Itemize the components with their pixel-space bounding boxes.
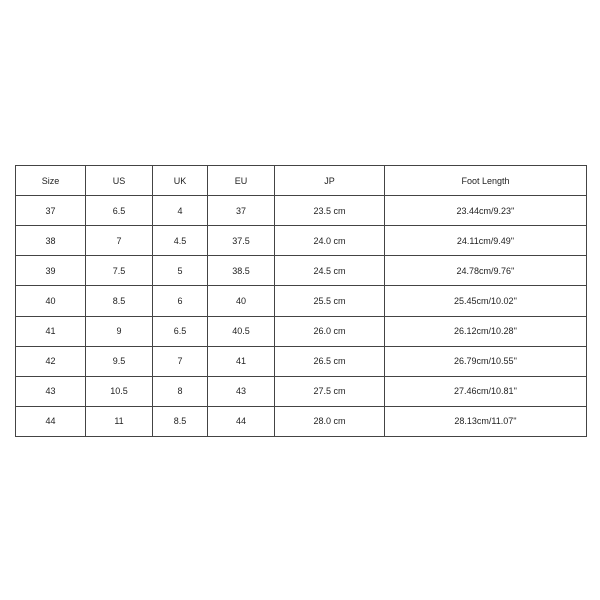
cell-jp: 26.5 cm [275, 346, 385, 376]
cell-size: 40 [16, 286, 86, 316]
cell-eu: 38.5 [208, 256, 275, 286]
table-row [16, 346, 587, 376]
cell-us: 6.5 [86, 196, 153, 226]
cell-foot-length: 28.13cm/11.07'' [385, 406, 587, 436]
cell-foot-length: 23.44cm/9.23'' [385, 196, 587, 226]
cell-us: 8.5 [86, 286, 153, 316]
table-row [16, 226, 587, 256]
cell-uk: 4.5 [153, 226, 208, 256]
cell-size: 38 [16, 226, 86, 256]
cell-foot-length: 24.11cm/9.49'' [385, 226, 587, 256]
cell-uk: 5 [153, 256, 208, 286]
cell-jp: 24.0 cm [275, 226, 385, 256]
header-uk: UK [153, 166, 208, 196]
size-chart-table [15, 165, 587, 437]
cell-size: 39 [16, 256, 86, 286]
cell-uk: 4 [153, 196, 208, 226]
table-row [16, 256, 587, 286]
table-row [16, 406, 587, 436]
header-foot-length: Foot Length [385, 166, 587, 196]
table-row [16, 376, 587, 406]
cell-foot-length: 24.78cm/9.76'' [385, 256, 587, 286]
table-row [16, 286, 587, 316]
cell-uk: 6 [153, 286, 208, 316]
cell-us: 10.5 [86, 376, 153, 406]
table-row [16, 316, 587, 346]
cell-jp: 25.5 cm [275, 286, 385, 316]
cell-uk: 7 [153, 346, 208, 376]
cell-size: 37 [16, 196, 86, 226]
cell-us: 9 [86, 316, 153, 346]
cell-size: 44 [16, 406, 86, 436]
cell-size: 43 [16, 376, 86, 406]
cell-foot-length: 26.79cm/10.55'' [385, 346, 587, 376]
cell-eu: 40 [208, 286, 275, 316]
cell-jp: 28.0 cm [275, 406, 385, 436]
cell-us: 7 [86, 226, 153, 256]
cell-eu: 37 [208, 196, 275, 226]
cell-uk: 6.5 [153, 316, 208, 346]
cell-us: 11 [86, 406, 153, 436]
cell-size: 41 [16, 316, 86, 346]
cell-foot-length: 26.12cm/10.28'' [385, 316, 587, 346]
cell-uk: 8 [153, 376, 208, 406]
header-eu: EU [208, 166, 275, 196]
header-jp: JP [275, 166, 385, 196]
cell-foot-length: 27.46cm/10.81'' [385, 376, 587, 406]
cell-us: 7.5 [86, 256, 153, 286]
cell-jp: 24.5 cm [275, 256, 385, 286]
header-us: US [86, 166, 153, 196]
cell-eu: 44 [208, 406, 275, 436]
cell-us: 9.5 [86, 346, 153, 376]
cell-foot-length: 25.45cm/10.02'' [385, 286, 587, 316]
cell-jp: 27.5 cm [275, 376, 385, 406]
table-header-row [16, 166, 587, 196]
cell-uk: 8.5 [153, 406, 208, 436]
cell-eu: 43 [208, 376, 275, 406]
cell-jp: 23.5 cm [275, 196, 385, 226]
cell-eu: 37.5 [208, 226, 275, 256]
cell-size: 42 [16, 346, 86, 376]
table-row [16, 196, 587, 226]
cell-jp: 26.0 cm [275, 316, 385, 346]
cell-eu: 41 [208, 346, 275, 376]
cell-eu: 40.5 [208, 316, 275, 346]
header-size: Size [16, 166, 86, 196]
